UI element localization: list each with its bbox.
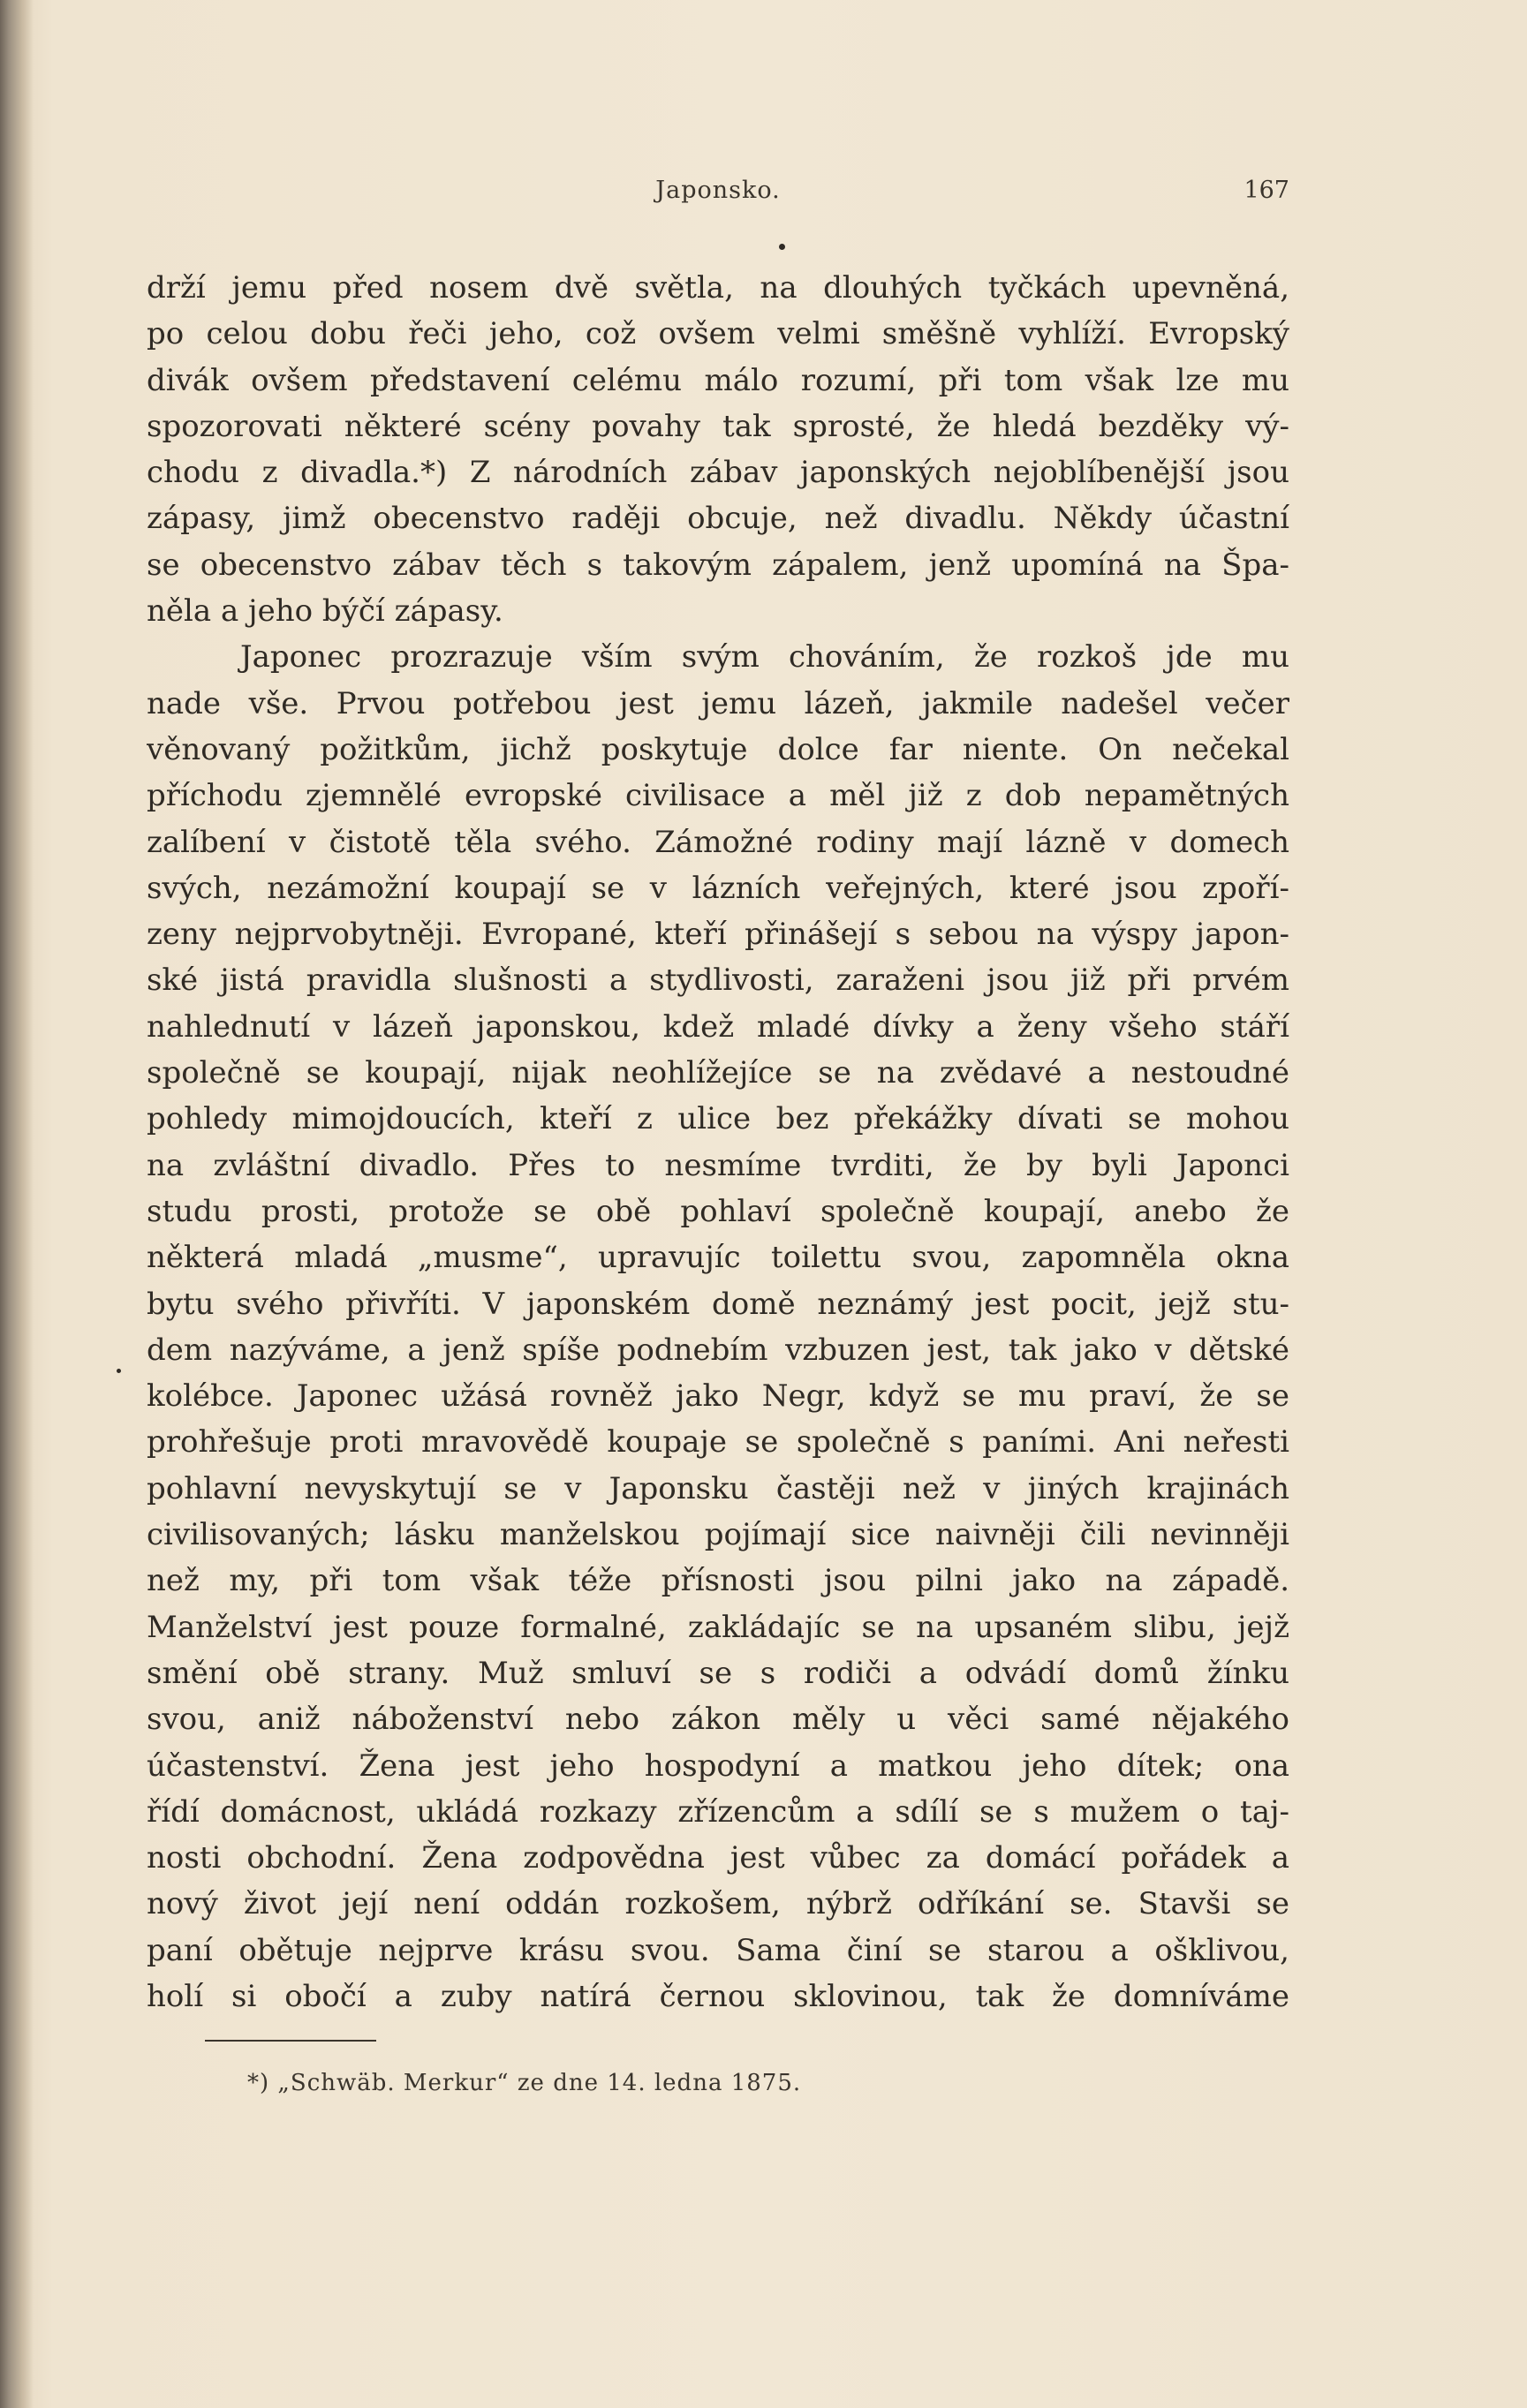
text-line: nade vše. Prvou potřebou jest jemu lázeň, jakmile nadešel večer xyxy=(147,685,1289,721)
text-line: řídí domácnost, ukládá rozkazy zřízencům a sdílí se s mužem o taj- xyxy=(147,1793,1289,1830)
text-line: svých, nezámožní koupají se v lázních veřejných, které jsou zpoří- xyxy=(147,870,1289,906)
text-line: pohledy mimojdoucích, kteří z ulice bez překážky dívati se mohou xyxy=(147,1101,1289,1137)
text-line: věnovaný požitkům, jichž poskytuje dolce far niente. On nečekal xyxy=(147,731,1289,767)
text-line: ské jistá pravidla slušnosti a stydlivosti, zaraženi jsou již při prvém xyxy=(147,962,1289,999)
text-line: nový život její není oddán rozkošem, nýbrž odříkání se. Stavši se xyxy=(147,1886,1289,1922)
binding-edge xyxy=(0,0,34,2408)
text-line: paní obětuje nejprve krásu svou. Sama činí se starou a ošklivou, xyxy=(147,1932,1289,1968)
ink-speck xyxy=(117,1369,121,1373)
text-line: nosti obchodní. Žena zodpovědna jest vůbec za domácí pořádek a xyxy=(147,1840,1289,1876)
text-line: Manželství jest pouze formalné, zakládajíc se na upsaném slibu, jejž xyxy=(147,1609,1289,1645)
text-line: kolébce. Japonec užásá rovněž jako Negr, když se mu praví, že se xyxy=(147,1378,1289,1415)
page-header xyxy=(147,177,1289,217)
body-text xyxy=(147,265,1289,2019)
text-line: účastenství. Žena jest jeho hospodyní a matkou jeho dítek; ona xyxy=(147,1747,1289,1784)
text-line: smění obě strany. Muž smluví se s rodiči a odvádí domů žínku xyxy=(147,1655,1289,1691)
text-line: svou, aniž náboženství nebo zákon měly u věci samé nějakého xyxy=(147,1702,1289,1738)
text-line: příchodu zjemnělé evropské civilisace a měl již z dob nepamětných xyxy=(147,778,1289,814)
text-line: spozorovati některé scény povahy tak sprosté, že hledá bezděky vý- xyxy=(147,408,1289,444)
ink-speck xyxy=(779,244,785,250)
text-line: drží jemu před nosem dvě světla, na dlouhých tyčkách upevněná, xyxy=(147,270,1289,306)
text-line: prohřešuje proti mravovědě koupaje se společně s paními. Ani neřesti xyxy=(147,1424,1289,1461)
footnote: *) „Schwäb. Merkur“ ze dne 14. ledna 1875. xyxy=(247,2070,802,2096)
text-line: studu prosti, protože se obě pohlaví společně koupají, anebo že xyxy=(147,1193,1289,1229)
running-head: Japonsko. xyxy=(655,177,781,204)
text-line: nahlednutí v lázeň japonskou, kdež mladé dívky a ženy všeho stáří xyxy=(147,1008,1289,1045)
text-line: divák ovšem představení celému málo rozumí, při tom však lze mu xyxy=(147,362,1289,398)
text-line: zeny nejprvobytněji. Evropané, kteří přinášejí s sebou na výspy japon- xyxy=(147,917,1289,953)
text-line: některá mladá „musme“, upravujíc toilettu svou, zapomněla okna xyxy=(147,1240,1289,1276)
text-line: společně se koupají, nijak neohlížejíce se na zvědavé a nestoudné xyxy=(147,1055,1289,1091)
text-line: bytu svého přivříti. V japonském domě neznámý jest pocit, jejž stu- xyxy=(147,1286,1289,1322)
text-line: se obecenstvo zábav těch s takovým zápalem, jenž upomíná na Špa- xyxy=(147,547,1289,583)
text-line: něla a jeho býčí zápasy. xyxy=(147,593,503,630)
text-line: civilisovaných; lásku manželskou pojímají sice naivněji čili nevinněji xyxy=(147,1517,1289,1553)
text-line: holí si obočí a zuby natírá černou sklovinou, tak že domníváme xyxy=(147,1978,1289,2014)
page-number: 167 xyxy=(1244,177,1289,204)
text-line: chodu z divadla.*) Z národních zábav japonských nejoblíbenější jsou xyxy=(147,455,1289,491)
text-line: zápasy, jimž obecenstvo raději obcuje, než divadlu. Někdy účastní xyxy=(147,501,1289,537)
text-line: Japonec prozrazuje vším svým chováním, že rozkoš jde mu xyxy=(240,639,1289,676)
text-line: zalíbení v čistotě těla svého. Zámožné rodiny mají lázně v domech xyxy=(147,824,1289,860)
text-line: na zvláštní divadlo. Přes to nesmíme tvrditi, že by byli Japonci xyxy=(147,1147,1289,1183)
text-line: pohlavní nevyskytují se v Japonsku častěji než v jiných krajinách xyxy=(147,1470,1289,1506)
text-line: než my, při tom však téže přísnosti jsou pilni jako na západě. xyxy=(147,1563,1289,1599)
text-line: po celou dobu řeči jeho, což ovšem velmi směšně vyhlíží. Evropský xyxy=(147,316,1289,352)
text-line: dem nazýváme, a jenž spíše podnebím vzbuzen jest, tak jako v dětské xyxy=(147,1332,1289,1368)
footnote-divider xyxy=(205,2040,376,2042)
